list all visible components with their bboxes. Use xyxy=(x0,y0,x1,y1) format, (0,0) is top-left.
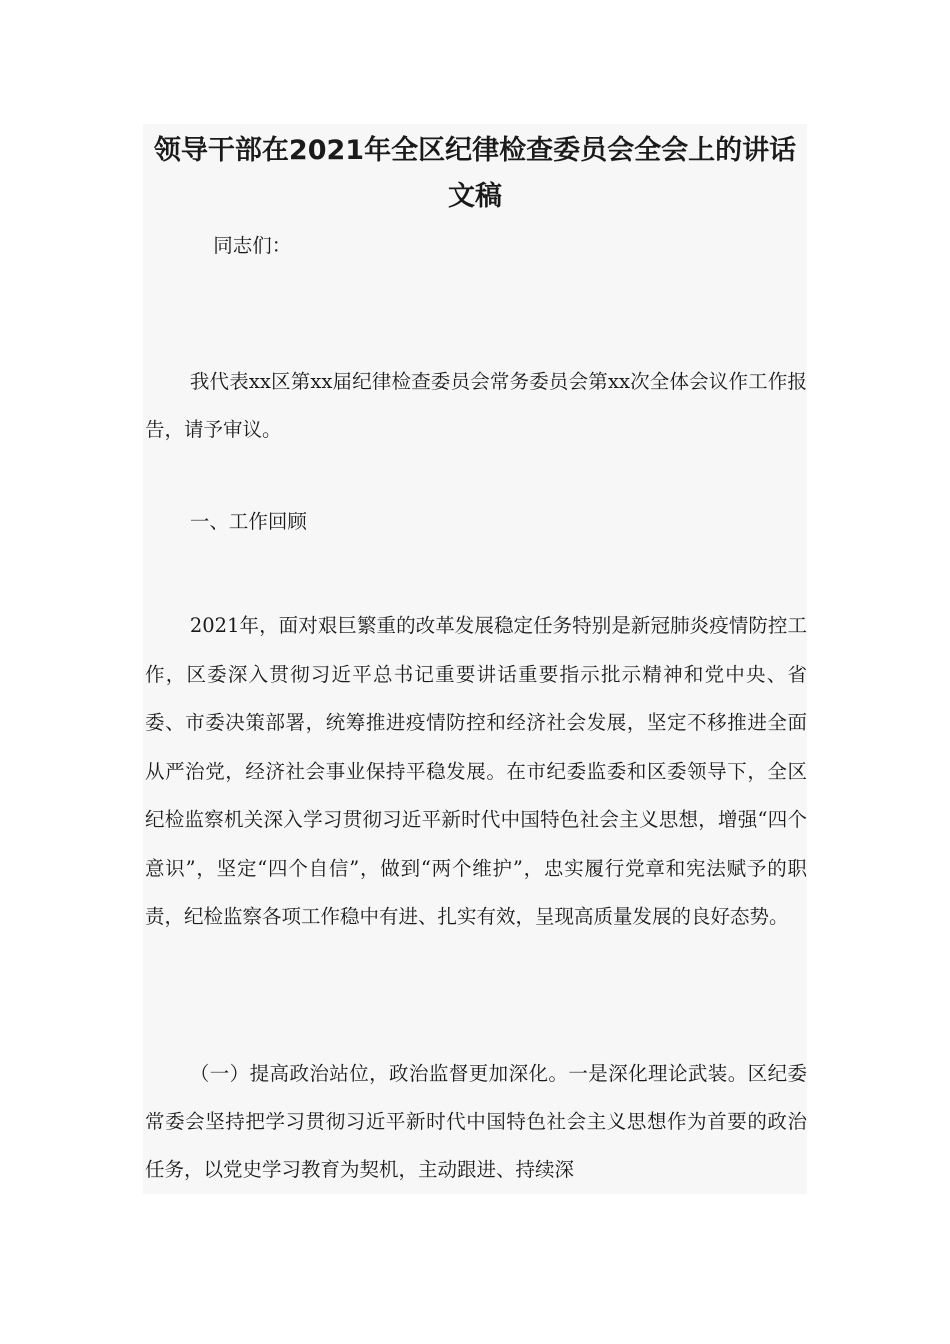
review-paragraph: 2021年，面对艰巨繁重的改革发展稳定任务特别是新冠肺炎疫情防控工作，区委深入贯彻习近平总书记重要讲话重要指示批示精神和党中央、省委、市委决策部署，统筹推进疫情防控和经济社会发展，坚定不移推进全面从严治党，经济社会事业保持平稳发展。在市纪委监委和区委领导下，全区纪检监察机关深入学习贯彻习近平新时代中国特色社会主义思想，增强“四个意识”，坚定“四个自信”，做到“两个维护”，忠实履行党章和宪法赋予的职责，纪检监察各项工作稳中有进、扎实有效，呈现高质量发展的良好态势。 xyxy=(145,614,807,928)
document-title: 领导干部在2021年全区纪律检查委员会全会上的讲话文稿 xyxy=(153,135,797,212)
greeting: 同志们： xyxy=(213,234,292,257)
intro-paragraph: 我代表xx区第xx届纪律检查委员会常务委员会第xx次全体会议作工作报告，请予审议。 xyxy=(145,370,807,441)
section-heading: 一、工作回顾 xyxy=(189,510,307,533)
political-supervision-paragraph: （一）提高政治站位，政治监督更加深化。一是深化理论武装。区纪委常委会坚持把学习贯彻习近平新时代中国特色社会主义思想作为首要的政治任务，以党史学习教育为契机，主动跟进、持续深 xyxy=(145,1062,807,1181)
